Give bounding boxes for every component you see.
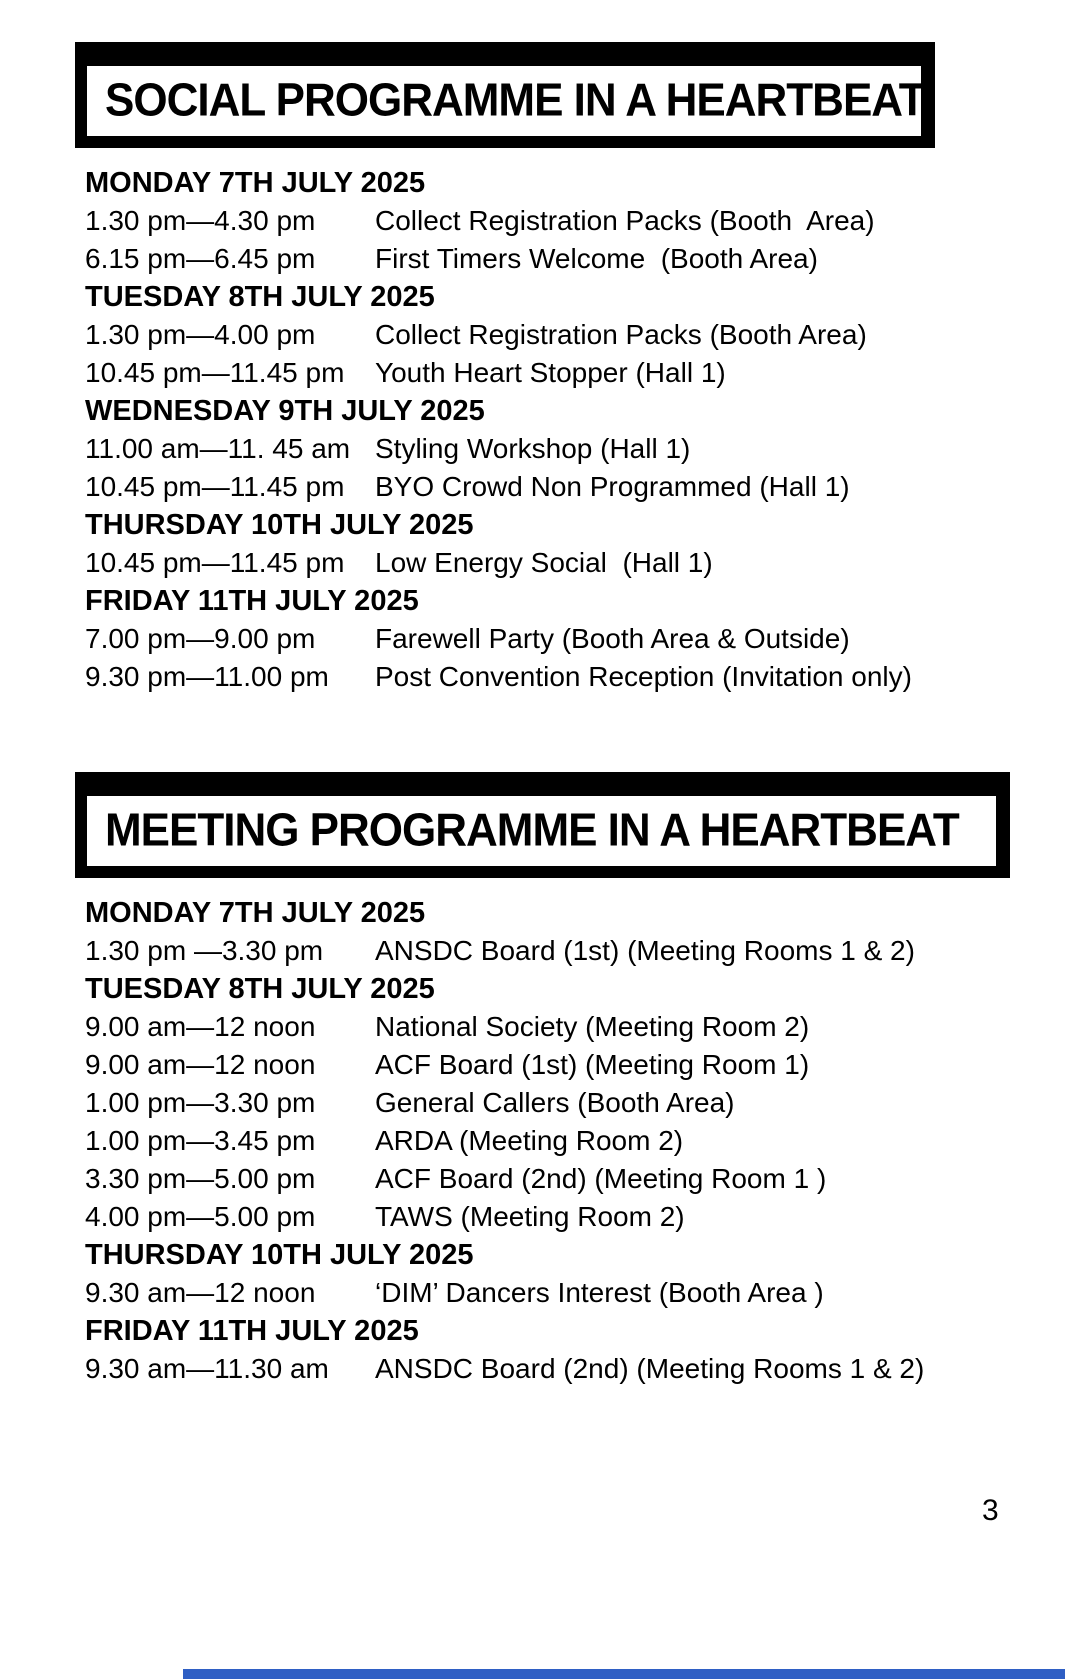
event-description: Styling Workshop (Hall 1) [375, 433, 691, 464]
event-row [85, 544, 1025, 582]
event-time: 4.00 pm—5.00 pm [85, 1201, 316, 1232]
meeting-programme-section [0, 772, 1065, 1388]
event-description: ACF Board (1st) (Meeting Room 1) [375, 1049, 810, 1080]
event-description: Post Convention Reception (Invitation only) [375, 661, 912, 692]
event-time: 3.30 pm—5.00 pm [85, 1163, 316, 1194]
event-description: ANSDC Board (2nd) (Meeting Rooms 1 & 2) [375, 1353, 925, 1384]
event-description: ANSDC Board (1st) (Meeting Rooms 1 & 2) [375, 935, 915, 966]
event-time: 9.00 am—12 noon [85, 1049, 316, 1080]
event-time: 1.00 pm—3.45 pm [85, 1125, 316, 1156]
event-description: TAWS (Meeting Room 2) [375, 1201, 685, 1232]
event-description: First Timers Welcome (Booth Area) [375, 243, 818, 274]
event-description: Collect Registration Packs (Booth Area) [375, 319, 867, 350]
event-row [85, 1198, 1025, 1236]
event-description: Farewell Party (Booth Area & Outside) [375, 623, 850, 654]
event-description: General Callers (Booth Area) [375, 1087, 735, 1118]
event-time: 1.30 pm —3.30 pm [85, 935, 324, 966]
social-programme-title-inner [87, 66, 925, 136]
meeting-programme-title-box [75, 772, 1010, 878]
social-programme-title-box [75, 42, 935, 148]
event-row [85, 1350, 1025, 1388]
event-time: 1.30 pm—4.30 pm [85, 205, 316, 236]
event-description: Youth Heart Stopper (Hall 1) [375, 357, 726, 388]
day-header: FRIDAY 11TH JULY 2025 [85, 1315, 419, 1347]
event-row [85, 1122, 1025, 1160]
event-description: ARDA (Meeting Room 2) [375, 1125, 684, 1156]
event-time: 9.30 am—11.30 am [85, 1353, 329, 1384]
day-header: MONDAY 7TH JULY 2025 [85, 897, 426, 929]
event-row [85, 1274, 1025, 1312]
event-row [85, 430, 1025, 468]
event-time: 9.30 pm—11.00 pm [85, 661, 329, 692]
event-time: 10.45 pm—11.45 pm [85, 547, 345, 578]
event-time: 10.45 pm—11.45 pm [85, 357, 345, 388]
page-number: 3 [982, 1494, 999, 1527]
event-row [85, 658, 1025, 696]
meeting-programme-schedule [85, 894, 1025, 1388]
event-time: 1.00 pm—3.30 pm [85, 1087, 316, 1118]
event-row [85, 1046, 1025, 1084]
event-row [85, 202, 1025, 240]
event-time: 1.30 pm—4.00 pm [85, 319, 316, 350]
event-row [85, 316, 1025, 354]
event-row [85, 240, 1025, 278]
event-time: 9.00 am—12 noon [85, 1011, 316, 1042]
day-header: TUESDAY 8TH JULY 2025 [85, 281, 435, 313]
day-header: THURSDAY 10TH JULY 2025 [85, 1239, 474, 1271]
day-header: FRIDAY 11TH JULY 2025 [85, 585, 419, 617]
event-description: Collect Registration Packs (Booth Area) [375, 205, 875, 236]
day-header: WEDNESDAY 9TH JULY 2025 [85, 395, 485, 427]
meeting-programme-title: MEETING PROGRAMME IN A HEARTBEAT [105, 804, 959, 857]
event-row [85, 1084, 1025, 1122]
event-row [85, 1008, 1025, 1046]
event-row [85, 468, 1025, 506]
social-programme-title: SOCIAL PROGRAMME IN A HEARTBEAT [105, 74, 925, 127]
event-row [85, 354, 1025, 392]
event-row [85, 620, 1025, 658]
social-programme-schedule [85, 164, 1025, 696]
event-time: 9.30 am—12 noon [85, 1277, 316, 1308]
event-time: 11.00 am—11. 45 am [85, 433, 351, 464]
event-description: National Society (Meeting Room 2) [375, 1011, 810, 1042]
event-row [85, 932, 1025, 970]
event-description: ‘DIM’ Dancers Interest (Booth Area ) [375, 1277, 824, 1308]
event-time: 6.15 pm—6.45 pm [85, 243, 316, 274]
day-header: MONDAY 7TH JULY 2025 [85, 167, 426, 199]
social-programme-section [0, 42, 1065, 696]
event-time: 10.45 pm—11.45 pm [85, 471, 345, 502]
day-header: THURSDAY 10TH JULY 2025 [85, 509, 474, 541]
meeting-programme-title-inner [87, 796, 996, 866]
event-description: Low Energy Social (Hall 1) [375, 547, 713, 578]
event-description: ACF Board (2nd) (Meeting Room 1 ) [375, 1163, 827, 1194]
event-row [85, 1160, 1025, 1198]
event-time: 7.00 pm—9.00 pm [85, 623, 316, 654]
bottom-accent-bar [183, 1669, 1065, 1679]
day-header: TUESDAY 8TH JULY 2025 [85, 973, 435, 1005]
event-description: BYO Crowd Non Programmed (Hall 1) [375, 471, 850, 502]
